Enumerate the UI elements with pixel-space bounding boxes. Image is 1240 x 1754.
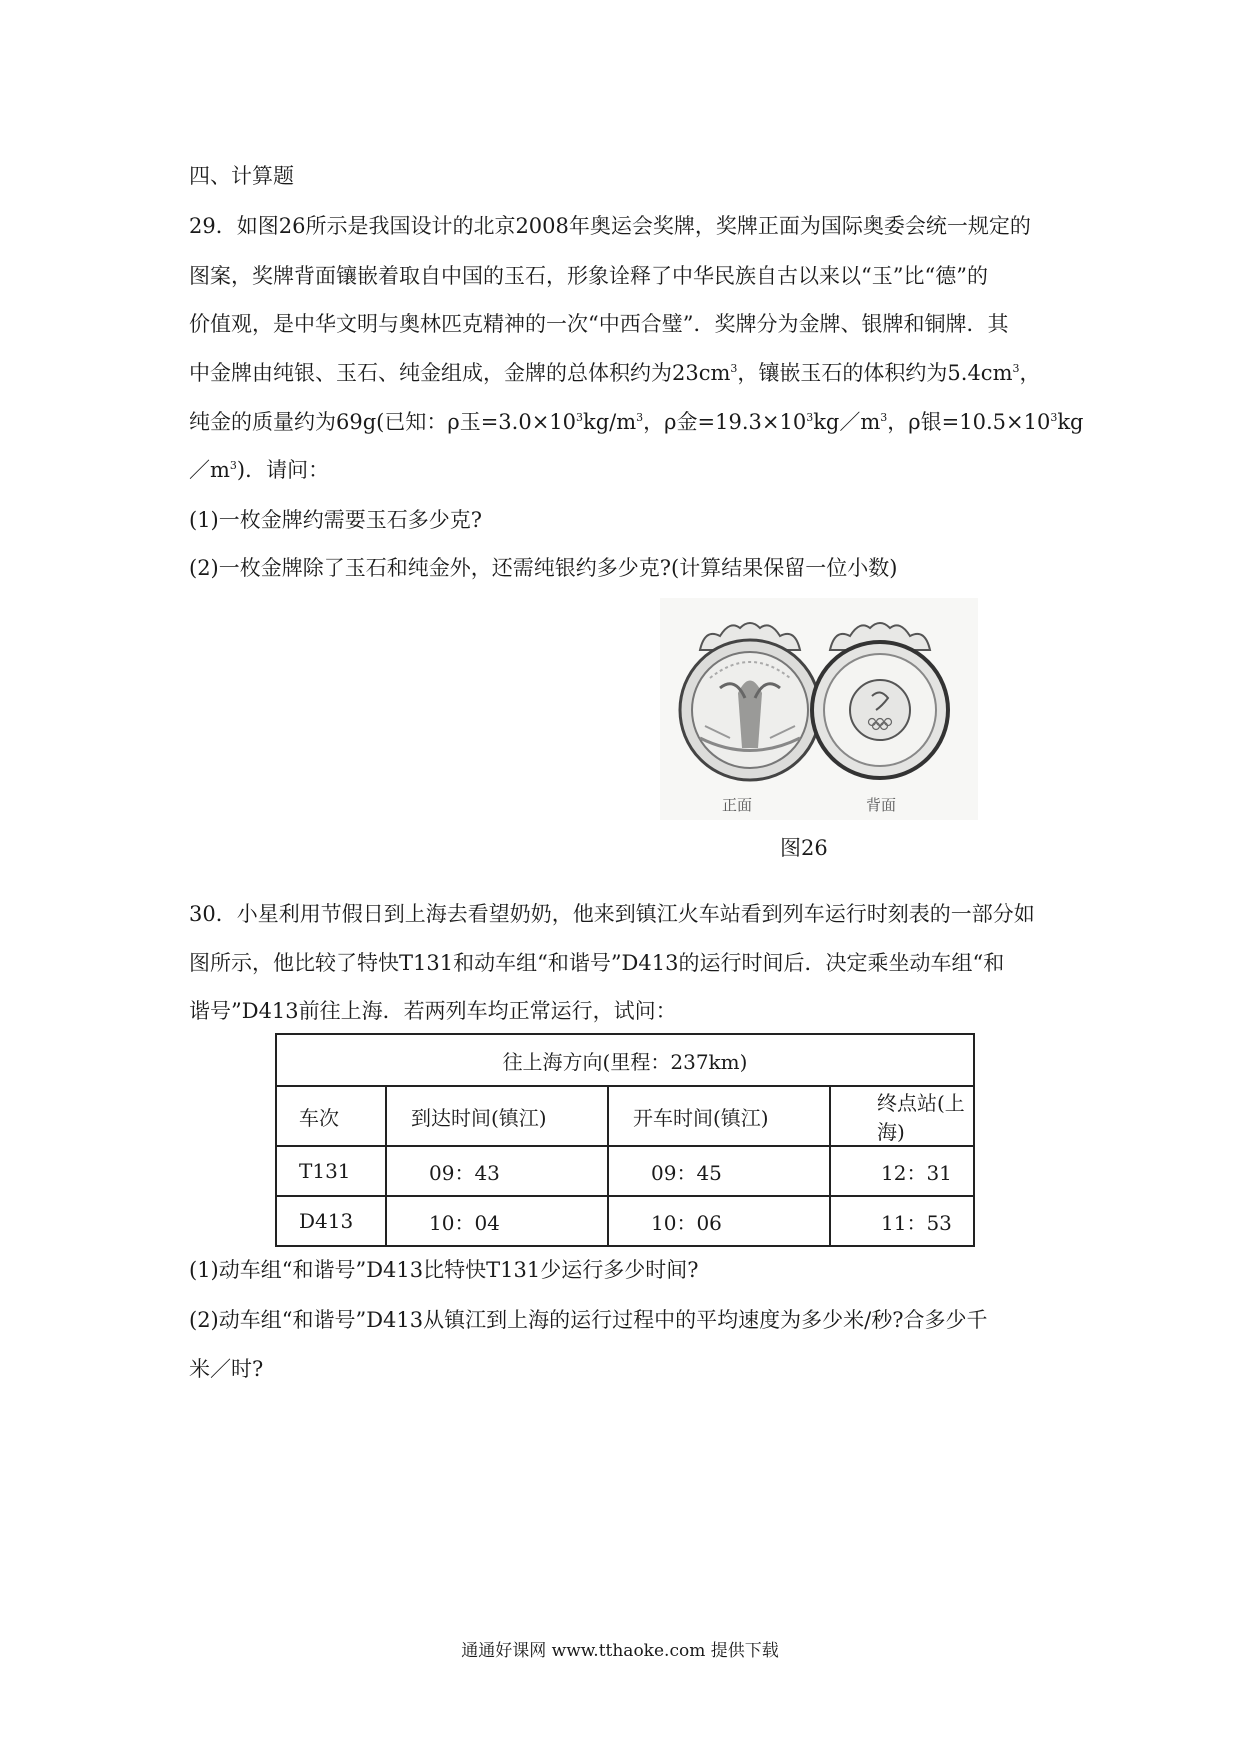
train-timetable xyxy=(275,1033,975,1247)
table-title-row xyxy=(276,1034,974,1086)
table-header-cell: 开车时间(镇江) xyxy=(608,1086,830,1146)
q29-line-5-part-c: ，ρ金=19.3×10 xyxy=(643,410,807,434)
q30-sub-question-2-cont: 米／时? xyxy=(189,1357,264,1381)
figure-caption: 图26 xyxy=(780,836,828,860)
q29-line-4-part-b: ，镶嵌玉石的体积约为5.4cm xyxy=(737,361,1013,385)
page-footer: 通通好课网 www.tthaoke.com 提供下载 xyxy=(461,1641,779,1661)
table-header-cell: 到达时间(镇江) xyxy=(386,1086,608,1146)
q29-line-4 xyxy=(189,359,1040,387)
q29-line-6-part-a: ／m xyxy=(189,458,230,482)
table-cell: 09：43 xyxy=(386,1146,608,1196)
medal-back-image xyxy=(812,623,948,778)
superscript: 3 xyxy=(1050,411,1058,424)
q30-line-2: 图所示，他比较了特快T131和动车组“和谐号”D413的运行时间后．决定乘坐动车组“和 xyxy=(189,951,1005,975)
superscript: 3 xyxy=(1012,362,1020,375)
table-cell: 09：45 xyxy=(608,1146,830,1196)
table-row xyxy=(276,1146,974,1196)
superscript: 3 xyxy=(880,411,888,424)
q30-line-1: 30．小星利用节假日到上海去看望奶奶，他来到镇江火车站看到列车运行时刻表的一部分如 xyxy=(189,902,1035,926)
table-title: 往上海方向(里程：237km) xyxy=(276,1034,974,1086)
table-cell: 12：31 xyxy=(830,1146,974,1196)
q29-line-1: 29．如图26所示是我国设计的北京2008年奥运会奖牌，奖牌正面为国际奥委会统一规定的 xyxy=(189,214,1031,238)
q29-line-5-part-b: kg/m xyxy=(583,410,637,434)
q29-sub-question-2: (2)一枚金牌除了玉石和纯金外，还需纯银约多少克?(计算结果保留一位小数) xyxy=(189,556,898,580)
medal-back-label: 背面 xyxy=(866,796,897,814)
q29-line-5-part-a: 纯金的质量约为69g(已知：ρ玉=3.0×10 xyxy=(189,410,577,434)
q29-line-5 xyxy=(189,408,1084,436)
superscript: 3 xyxy=(576,411,584,424)
medal-front-label: 正面 xyxy=(722,796,753,814)
table-cell: 10：06 xyxy=(608,1196,830,1246)
section-title: 四、计算题 xyxy=(189,164,294,188)
superscript: 3 xyxy=(806,411,814,424)
medal-front-image xyxy=(680,623,820,780)
table-cell: 11：53 xyxy=(830,1196,974,1246)
table-header-row xyxy=(276,1086,974,1146)
q29-line-5-part-e: ，ρ银=10.5×10 xyxy=(887,410,1051,434)
q29-line-3: 价值观，是中华文明与奥林匹克精神的一次“中西合璧”．奖牌分为金牌、银牌和铜牌．其 xyxy=(189,312,1009,336)
table-header-cell: 终点站(上海) xyxy=(830,1086,974,1146)
q29-line-6 xyxy=(189,456,329,484)
q29-line-4-part-a: 中金牌由纯银、玉石、纯金组成，金牌的总体积约为23cm xyxy=(189,361,731,385)
q29-line-5-part-d: kg／m xyxy=(813,410,881,434)
q29-line-4-part-c: ， xyxy=(1019,361,1041,385)
table-cell: T131 xyxy=(276,1146,386,1196)
table-cell: 10：04 xyxy=(386,1196,608,1246)
q29-line-5-part-f: kg xyxy=(1057,410,1084,434)
q30-sub-question-1: (1)动车组“和谐号”D413比特快T131少运行多少时间? xyxy=(189,1258,699,1282)
q30-sub-question-2: (2)动车组“和谐号”D413从镇江到上海的运行过程中的平均速度为多少米/秒?合多少千 xyxy=(189,1308,988,1332)
superscript: 3 xyxy=(636,411,644,424)
q29-line-6-part-b: )．请问： xyxy=(236,458,330,482)
q29-sub-question-1: (1)一枚金牌约需要玉石多少克? xyxy=(189,508,483,532)
q29-line-2: 图案，奖牌背面镶嵌着取自中国的玉石，形象诠释了中华民族自古以来以“玉”比“德”的 xyxy=(189,264,988,288)
q30-line-3: 谐号”D413前往上海．若两列车均正常运行，试问： xyxy=(189,999,677,1023)
table-header-cell: 车次 xyxy=(276,1086,386,1146)
superscript: 3 xyxy=(229,459,237,472)
superscript: 3 xyxy=(730,362,738,375)
medal-illustration xyxy=(660,598,978,820)
medal-figure xyxy=(660,598,978,820)
table-row xyxy=(276,1196,974,1246)
table-cell: D413 xyxy=(276,1196,386,1246)
